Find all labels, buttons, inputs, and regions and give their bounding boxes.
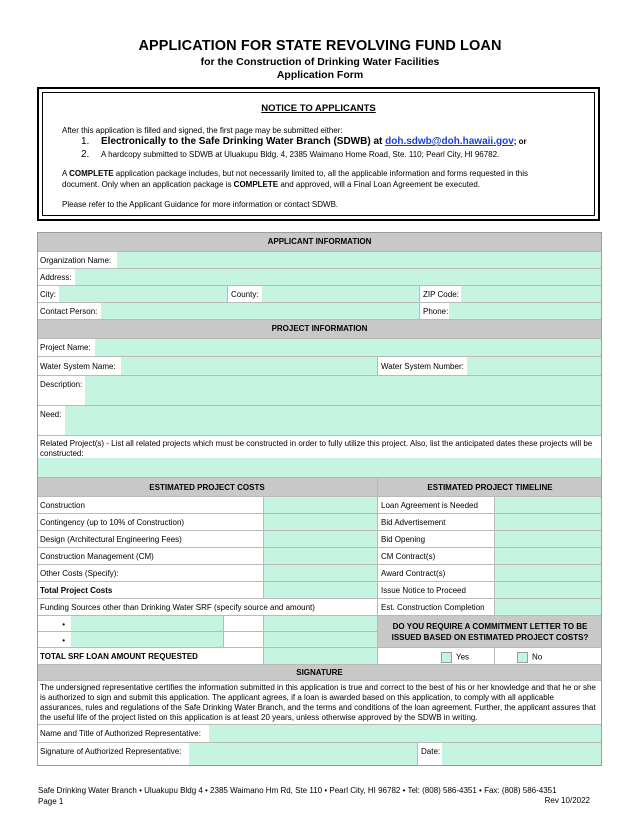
costs-header: ESTIMATED PROJECT COSTS [149, 483, 265, 492]
total-costs-label: Total Project Costs [40, 586, 113, 595]
cost-other-input[interactable] [263, 565, 377, 581]
no-label: No [532, 652, 543, 662]
phone-label: Phone: [419, 303, 449, 319]
bullet: • [62, 636, 65, 645]
footer-page-number: Page 1 [38, 797, 64, 806]
zip-label: ZIP Code: [419, 286, 461, 302]
city-input[interactable] [59, 286, 227, 302]
org-name-input[interactable] [117, 252, 602, 268]
notice-intro: After this application is filled and signed, the first page may be submitted either: [62, 126, 343, 135]
row-need [37, 406, 602, 436]
signature-input[interactable] [189, 743, 417, 766]
description-input[interactable] [85, 376, 602, 405]
row-signature [37, 743, 602, 766]
water-system-name-input[interactable] [121, 357, 377, 375]
section-header-costs-timeline [37, 478, 602, 497]
timeline-label: Loan Agreement is Needed [377, 497, 494, 513]
cost-contingency-input[interactable] [263, 514, 377, 530]
footer-revision: Rev 10/2022 [544, 796, 590, 805]
date-input[interactable] [442, 743, 602, 766]
notice-item-electronic [81, 136, 527, 147]
cost-cm-input[interactable] [263, 548, 377, 564]
address-label: Address: [40, 273, 72, 282]
item-number: 2. [81, 149, 90, 160]
signature-label: Signature of Authorized Representative: [40, 747, 182, 756]
water-system-name-label: Water System Name: [40, 362, 116, 371]
phone-input[interactable] [449, 303, 602, 319]
sdwb-email-link[interactable]: doh.sdwb@doh.hawaii.gov [385, 136, 514, 147]
row-project-name [37, 339, 602, 357]
row-organization [37, 252, 602, 269]
cost-row-other [37, 565, 602, 582]
project-name-label: Project Name: [40, 343, 91, 352]
commit-yes-option[interactable] [377, 648, 494, 664]
row-water-system [37, 357, 602, 376]
section-header-signature [37, 665, 602, 681]
para-text: application package includes, but not necessarily limited to, all the applicable information and forms requested in this document. Only when an application package is [62, 169, 529, 189]
yes-label: Yes [456, 652, 470, 662]
county-input[interactable] [262, 286, 419, 302]
bullet: • [62, 620, 65, 629]
cost-row-cm [37, 548, 602, 565]
timeline-loan-agreement-input[interactable] [494, 497, 602, 513]
need-input[interactable] [65, 406, 602, 435]
section-title: PROJECT INFORMATION [271, 324, 368, 333]
cost-label: Contingency (up to 10% of Construction) [40, 518, 185, 527]
project-name-input[interactable] [95, 339, 602, 356]
description-label: Description: [40, 380, 83, 389]
cost-row-total [37, 582, 602, 599]
org-label: Organization Name: [40, 256, 112, 265]
para-bold: COMPLETE [233, 180, 279, 189]
timeline-bid-advertisement-input[interactable] [494, 514, 602, 530]
para-text: A [62, 169, 70, 178]
need-label: Need: [40, 410, 62, 419]
total-srf-input[interactable] [263, 648, 377, 664]
funding-source-2-input[interactable] [71, 632, 223, 647]
row-name-title [37, 725, 602, 743]
row-contact [37, 303, 602, 320]
funding-amount-2-input[interactable] [263, 632, 377, 647]
cost-label: Other Costs (Specify): [40, 569, 119, 578]
item-text: A hardcopy submitted to SDWB at Uluakupu Bldg. 4, 2385 Waimano Home Road, Ste. 110; Pearl City, HI 96782. [101, 150, 500, 159]
timeline-label: CM Contract(s) [377, 548, 494, 564]
notice-item-hardcopy [81, 149, 499, 160]
cost-label: Construction Management (CM) [40, 552, 154, 561]
timeline-label: Award Contract(s) [377, 565, 494, 581]
timeline-label: Issue Notice to Proceed [377, 582, 494, 598]
timeline-completion-input[interactable] [494, 599, 602, 615]
cost-row-construction [37, 497, 602, 514]
row-total-srf [37, 648, 602, 665]
item-suffix: ; or [513, 137, 527, 146]
footer-contact-line: Safe Drinking Water Branch • Uluakupu Bldg 4 • 2385 Waimano Hm Rd, Ste 110 • Pearl City, HI 96782 • Tel: (808) 586-4351 • Fax: (808) 586-4351 [38, 786, 557, 795]
water-system-number-label: Water System Number: [377, 357, 467, 375]
row-related-input [37, 458, 602, 478]
item-number: 1. [81, 136, 90, 147]
funding-sources-label: Funding Sources other than Drinking Water SRF (specify source and amount) [40, 603, 315, 612]
section-title: APPLICANT INFORMATION [267, 237, 372, 246]
timeline-header: ESTIMATED PROJECT TIMELINE [377, 478, 602, 496]
section-header-applicant [37, 232, 602, 252]
timeline-label: Bid Advertisement [377, 514, 494, 530]
cost-label: Design (Architectural Engineering Fees) [40, 535, 182, 544]
notice-guidance: Please refer to the Applicant Guidance for more information or contact SDWB. [62, 200, 339, 209]
funding-source-1-input[interactable] [71, 616, 223, 631]
timeline-award-contracts-input[interactable] [494, 565, 602, 581]
related-projects-input[interactable] [37, 458, 602, 477]
section-title: SIGNATURE [296, 668, 343, 677]
name-title-label: Name and Title of Authorized Representative: [40, 729, 201, 738]
total-costs-input[interactable] [263, 582, 377, 598]
cost-construction-input[interactable] [263, 497, 377, 513]
timeline-label: Est. Construction Completion [377, 599, 494, 615]
row-city [37, 286, 602, 303]
zip-input[interactable] [461, 286, 602, 302]
item-text: Electronically to the Safe Drinking Water Branch (SDWB) at [101, 136, 386, 147]
form-title: APPLICATION FOR STATE REVOLVING FUND LOAN [138, 38, 502, 54]
funding-amount-1-input[interactable] [263, 616, 377, 631]
form-subtitle: for the Construction of Drinking Water Facilities [200, 56, 440, 68]
name-title-input[interactable] [209, 725, 602, 742]
para-bold: COMPLETE [69, 169, 114, 178]
yes-checkbox[interactable] [441, 652, 452, 663]
timeline-cm-contracts-input[interactable] [494, 548, 602, 564]
contact-input[interactable] [101, 303, 419, 319]
commit-no-option[interactable] [494, 648, 602, 664]
total-srf-label: TOTAL SRF LOAN AMOUNT REQUESTED [40, 652, 198, 661]
row-certification [37, 681, 602, 725]
cost-row-funding [37, 599, 602, 616]
row-related-projects [37, 436, 602, 458]
contact-label: Contact Person: [40, 307, 98, 316]
para-text: and approved, will a Final Loan Agreement be executed. [278, 180, 481, 189]
notice-box [37, 87, 600, 221]
spacer [223, 616, 263, 631]
form-name: Application Form [276, 69, 364, 81]
no-checkbox[interactable] [517, 652, 528, 663]
timeline-bid-opening-input[interactable] [494, 531, 602, 547]
cost-row-design [37, 531, 602, 548]
address-input[interactable] [75, 269, 602, 285]
timeline-label: Bid Opening [377, 531, 494, 547]
certification-text: The undersigned representative certifies the information submitted in this application is true and correct to the best of his or her knowledge and that he or she is authorized to sign and submit this application. The applicant agrees, if a loan is awarded based on this application, to comply with all applicable assurances, rules and regulations of the Safe Drinking Water Branch, and the terms and conditions of the loan agreement. Further, the applicant assures that the useful life of the project listed on this application is at least 20 years, unless otherwise approved by the SDWB in writing. [40, 683, 596, 722]
cost-label: Construction [40, 501, 85, 510]
row-description [37, 376, 602, 406]
city-label: City: [40, 290, 56, 299]
cost-design-input[interactable] [263, 531, 377, 547]
row-address [37, 269, 602, 286]
related-projects-label: Related Project(s) - List all related projects which must be constructed in order to fully utilize this project. Also, list the anticipated dates these projects will be constructed: [40, 439, 593, 458]
commitment-letter-question: DO YOU REQUIRE A COMMITMENT LETTER TO BE ISSUED BASED ON ESTIMATED PROJECT COSTS? [377, 616, 602, 648]
notice-title: NOTICE TO APPLICANTS [261, 103, 376, 114]
county-label: County: [227, 286, 262, 302]
cost-row-contingency [37, 514, 602, 531]
date-label: Date: [417, 743, 442, 766]
notice-complete-paragraph [62, 168, 562, 190]
footer [38, 785, 588, 807]
spacer [223, 632, 263, 647]
timeline-ntp-input[interactable] [494, 582, 602, 598]
section-header-project [37, 320, 602, 339]
water-system-number-input[interactable] [467, 357, 602, 375]
